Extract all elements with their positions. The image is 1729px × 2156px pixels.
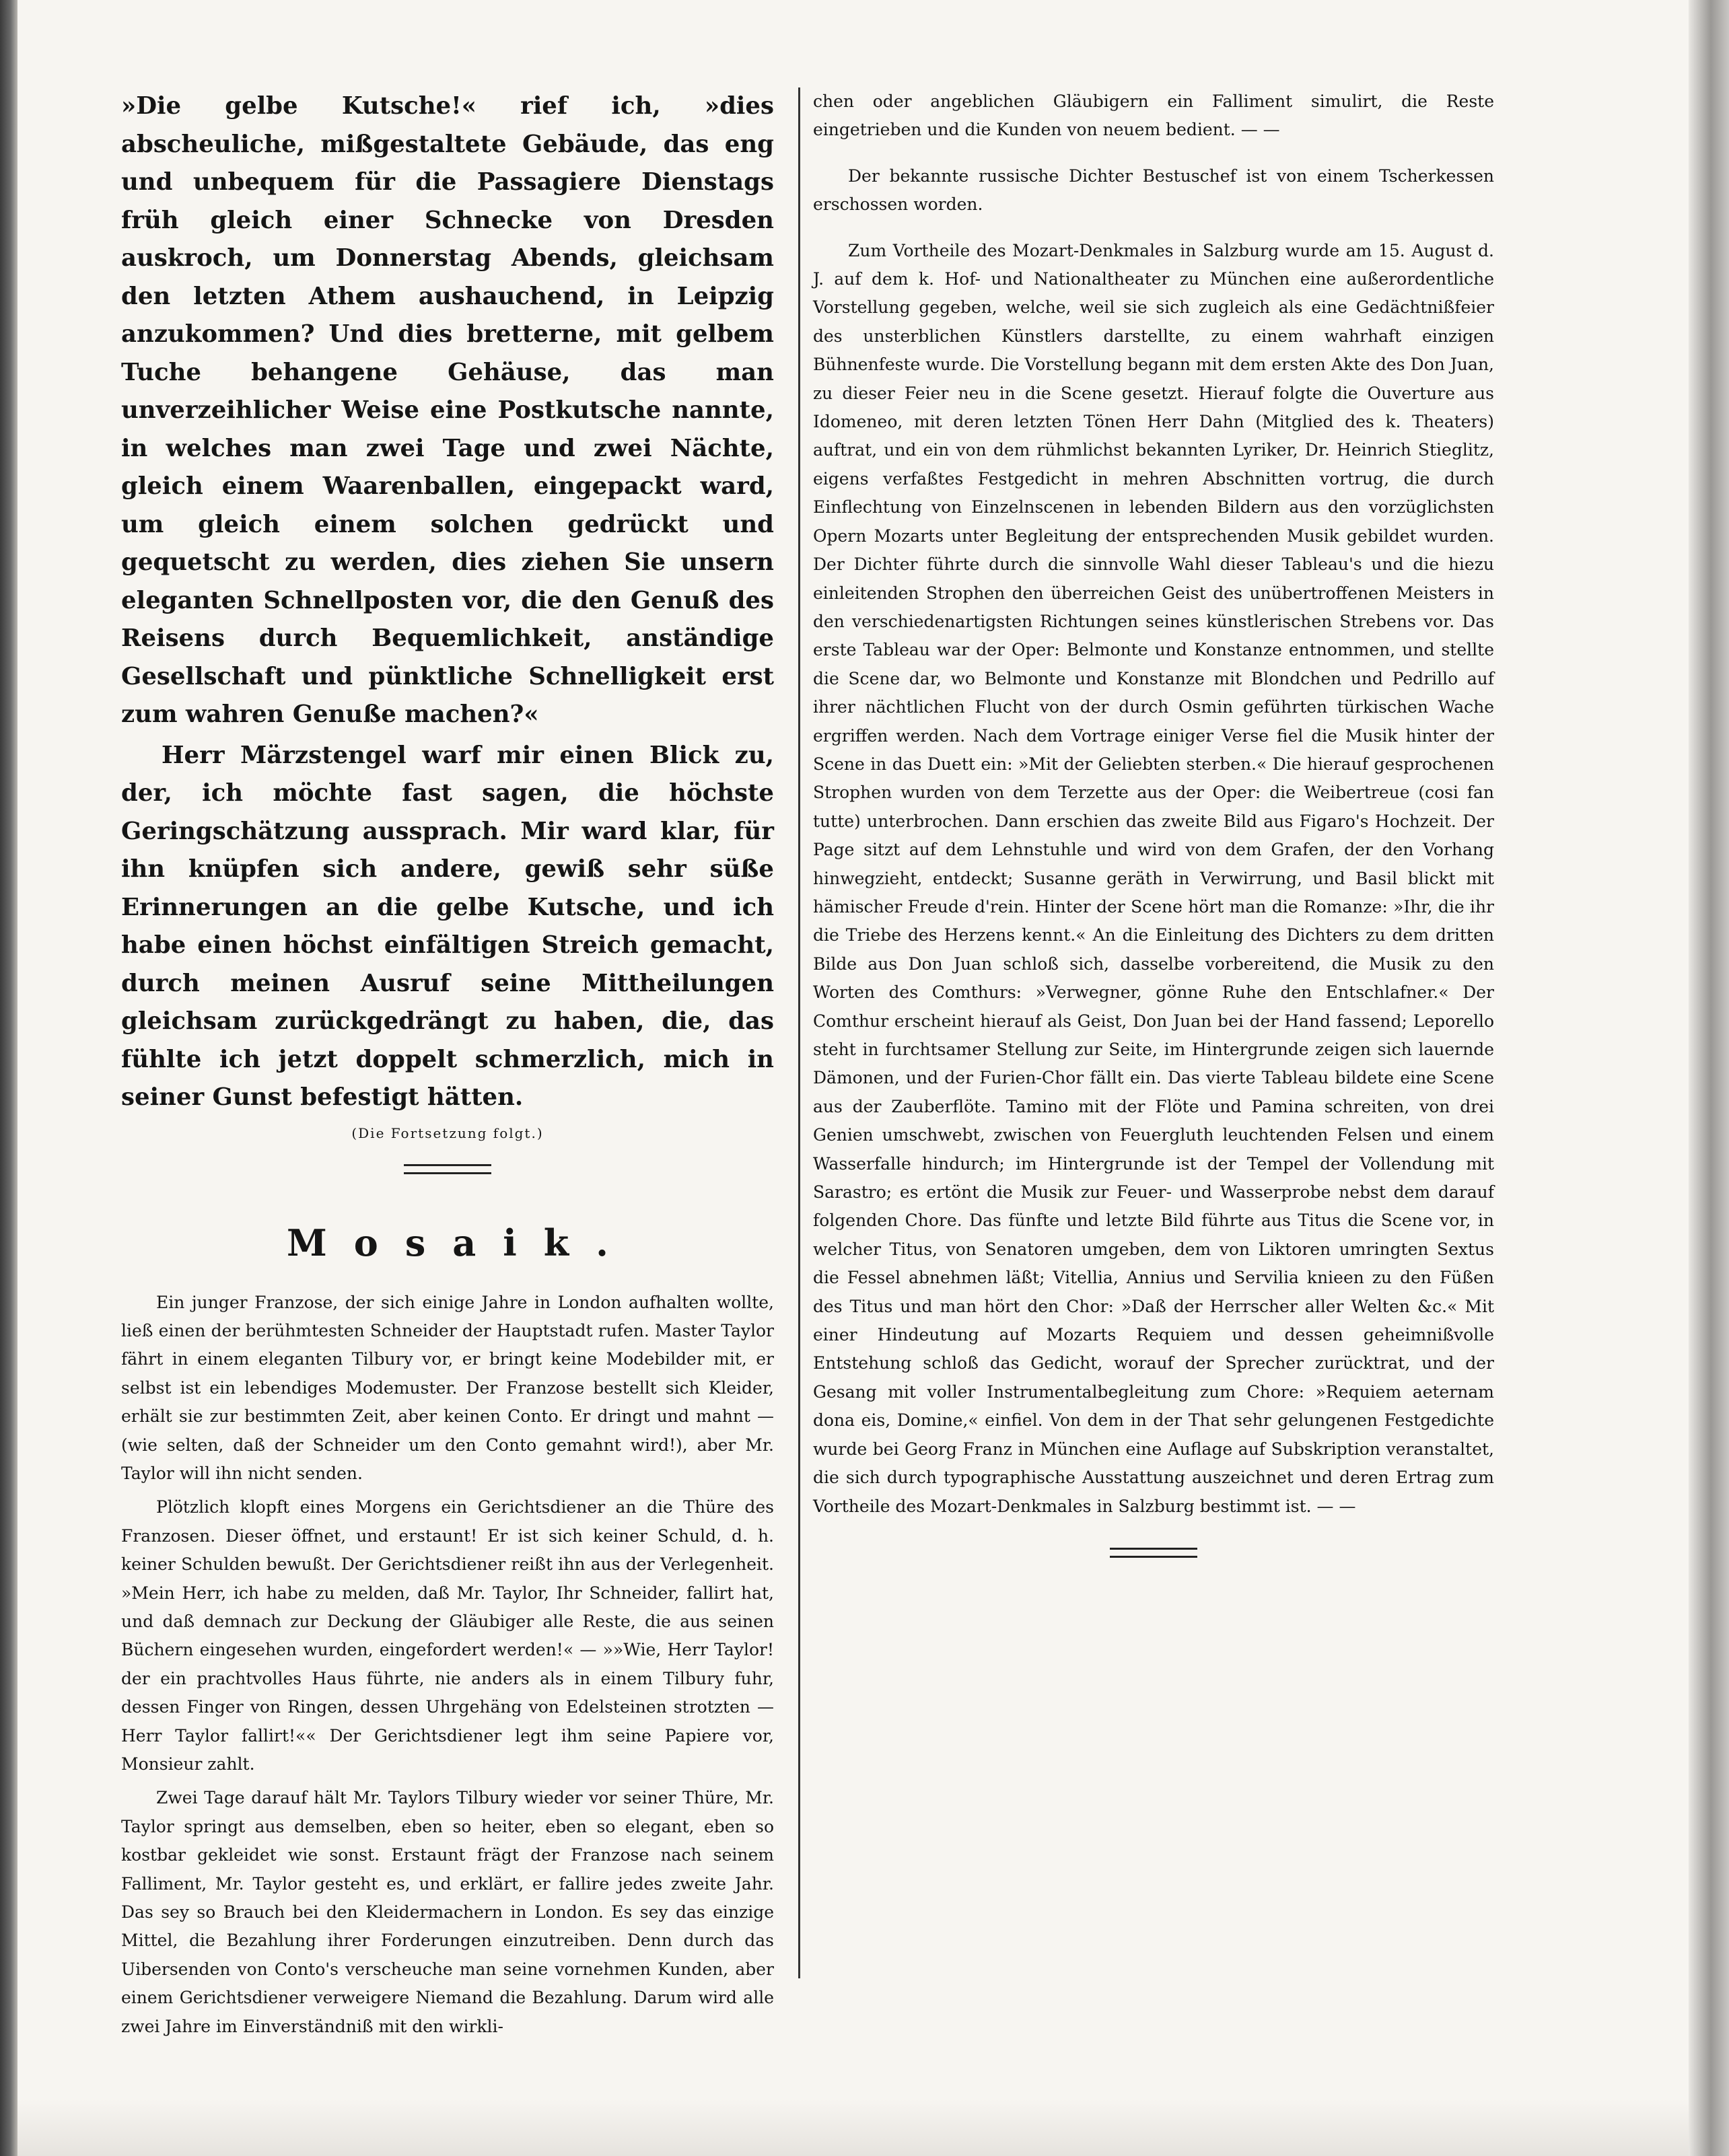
- section-divider: [404, 1164, 491, 1174]
- story-excerpt: [121, 87, 774, 1117]
- end-divider: [1110, 1548, 1197, 1558]
- left-column: [121, 87, 774, 2041]
- mosaik-paragraph: chen oder angeblichen Gläubigern ein Falliment simulirt, die Reste eingetrieben und die Kunden von neuem bedient. — —: [813, 92, 1494, 140]
- section-heading: Mosaik.: [287, 1221, 635, 1264]
- continuation-note: (Die Fortsetzung folgt.): [351, 1124, 544, 1141]
- right-column-text: [813, 87, 1494, 1521]
- news-item: Zum Vortheile des Mozart-Denkmales in Salzburg wurde am 15. August d. J. auf dem k. Hof- und Nationaltheater zu München eine außerordentliche Vorstellung gegeben, welche, weil sie sich zugleich als eine Gedächtnißfeier des unsterblichen Künstlers darstellte, zu einem wahrhaft einzigen Bühnenfeste wurde. Die Vorstellung begann mit dem ersten Akte des Don Juan, zu dieser Feier neu in die Scene gesetzt. Hierauf folgte die Ouverture aus Idomeneo, mit deren letzten Tönen Herr Dahn (Mitglied des k. Theaters) auftrat, und ein von dem rühmlichst bekannten Lyriker, Dr. Heinrich Stieglitz, eigens verfaßtes Festgedicht in mehren Abschnitten vortrug, die durch Einflechtung von Einzelnscenen in lebenden Bildern aus den vorzüglichsten Opern Mozarts unter Begleitung der entsprechenden Musik gebildet wurden. Der Dichter führte durch die sinnvolle Wahl dieser Tableau's und die hiezu einleitenden Strophen den überreichen Geist des unübertroffenen Meisters in den verschiedenartigsten Richtungen seines künstlerischen Strebens vor. Das erste Tableau war der Oper: Belmonte und Konstanze entnommen, und stellte die Scene dar, wo Belmonte und Konstanze mit Blondchen und Pedrillo auf ihrer nächtlichen Flucht von der durch Osmin geführten türkischen Wache ergriffen werden. Nach dem Vortrage einiger Verse fiel die Musik hinter der Scene in das Duett ein: »Mit der Geliebten sterben.« Die hierauf gesprochenen Strophen wurden von dem Terzette aus der Oper: die Weibertreue (cosi fan tutte) unterbrochen. Dann erschien das zweite Bild aus Figaro's Hochzeit. Der Page sitzt auf dem Lehnstuhle und wird von dem Grafen, der den Vorhang hinwegzieht, entdeckt; Susanne geräth in Verwirrung, und Basil blickt mit hämischer Freude d'rein. Hinter der Scene hört man die Romanze: »Ihr, die ihr die Triebe des Herzens kennt.« An die Einleitung des Dichters zu dem dritten Bilde aus Don Juan schloß sich, dasselbe vorbereitend, die Musik zu den Worten des Comthurs: »Verwegner, gönne Ruhe den Entschlafner.« Der Comthur erscheint hierauf als Geist, Don Juan bei der Hand fassend; Leporello steht in furchtsamer Stellung zur Seite, im Hintergrunde zeigen sich lauernde Dämonen, und der Furien-Chor fällt ein. Das vierte Tableau bildete eine Scene aus der Zauberflöte. Tamino mit der Flöte und Pamina schreiten, von drei Genien umschwebt, zwischen von Feuergluth leuchtenden Felsen und einem Wasserfalle hindurch; im Hintergrunde ist der Tempel der Vollendung mit Sarastro; es ertönt die Musik zur Feuer- und Wasserprobe nebst dem darauf folgenden Chore. Das fünfte und letzte Bild führte aus Titus die Scene vor, in welcher Titus, von Senatoren umgeben, dem von Liktoren umringten Sextus die Fessel abnehmen läßt; Vitellia, Annius und Servilia knieen zu den Füßen des Titus und man hört den Chor: »Daß der Herrscher aller Welten &c.« Mit einer Hindeutung auf Mozarts Requiem und dessen geheimnißvolle Entstehung schloß das Gedicht, worauf der Sprecher zurücktrat, und der Gesang mit voller Instrumentalbegleitung zum Chore: »Requiem aeternam dona eis, Domine,« einfiel. Von dem in der That sehr gelungenen Festgedichte wurde bei Georg Franz in München eine Auflage auf Subskription veranstaltet, die sich durch typographische Ausstattung auszeichnet und deren Ertrag zum Vortheile des Mozart-Denkmales in Salzburg bestimmt ist. — —: [813, 240, 1494, 1516]
- scan-left-edge: [0, 0, 17, 2156]
- mosaik-paragraph: Zwei Tage darauf hält Mr. Taylors Tilbury wieder vor seiner Thüre, Mr. Taylor springt aus demselben, eben so heiter, eben so elegant, eben so kostbar gekleidet wie sonst. Erstaunt frägt der Franzose nach seinem Falliment, Mr. Taylor gesteht es, und erklärt, er fallire jedes zweite Jahr. Das sey so Brauch bei den Kleidermachern in London. Es sey das einzige Mittel, die Bezahlung ihrer Forderungen einzutreiben. Denn durch das Uibersenden von Conto's verscheuche man seine vornehmen Kunden, aber einem Gerichtsdiener verweigere Niemand die Bezahlung. Darum wird alle zwei Jahre im Einverständniß mit den wirkli-: [121, 1788, 774, 2036]
- scan-right-edge: [1689, 0, 1729, 2156]
- story-paragraph: Herr Märzstengel warf mir einen Blick zu, der, ich möchte fast sagen, die höchste Geringschätzung aussprach. Mir ward klar, für ihn knüpfen sich andere, gewiß sehr süße Erinnerungen an die gelbe Kutsche, und ich habe einen höchst einfältigen Streich gemacht, durch meinen Ausruf seine Mittheilungen gleichsam zurückgedrängt zu haben, die, das fühlte ich jetzt doppelt schmerzlich, mich in seiner Gunst befestigt hätten.: [121, 741, 774, 1111]
- mosaik-paragraph: Plötzlich klopft eines Morgens ein Gerichtsdiener an die Thüre des Franzosen. Dieser öffnet, und erstaunt! Er ist sich keiner Schuld, d. h. keiner Schulden bewußt. Der Gerichtsdiener reißt ihn aus der Verlegenheit. »Mein Herr, ich habe zu melden, daß Mr. Taylor, Ihr Schneider, fallirt hat, und daß demnach zur Deckung der Gläubiger alle Reste, die aus seinen Büchern eingesehen wurden, eingefordert werden!« — »»Wie, Herr Taylor! der ein prachtvolles Haus führte, nie anders als in einem Tilbury fuhr, dessen Finger von Ringen, dessen Uhrgehäng von Edelsteinen strotzten — Herr Taylor fallirt!«« Der Gerichtsdiener legt ihm seine Papiere vor, Monsieur zahlt.: [121, 1497, 774, 1774]
- news-item: Der bekannte russische Dichter Bestuschef ist von einem Tscherkessen erschossen worden.: [813, 166, 1494, 215]
- story-paragraph: »Die gelbe Kutsche!« rief ich, »dies abscheuliche, mißgestaltete Gebäude, das eng und unbequem für die Passagiere Dienstags früh gleich einer Schnecke von Dresden auskroch, um Donnerstag Abends, gleichsam den letzten Athem aushauchend, in Leipzig anzukommen? Und dies bretterne, mit gelbem Tuche behangene Gehäuse, das man unverzeihlicher Weise eine Postkutsche nannte, in welches man zwei Tage und zwei Nächte, gleich einem Waarenballen, eingepackt ward, um gleich einem solchen gedrückt und gequetscht zu werden, dies ziehen Sie unsern eleganten Schnellposten vor, die den Genuß des Reisens durch Bequemlichkeit, anständige Gesellschaft und pünktliche Schnelligkeit erst zum wahren Genuße machen?«: [121, 92, 774, 728]
- right-column: [813, 87, 1494, 1558]
- page-bottom-shadow: [17, 2099, 1689, 2156]
- mosaik-section: [121, 1289, 774, 2042]
- column-divider: [798, 87, 800, 1978]
- mosaik-paragraph: Ein junger Franzose, der sich einige Jahre in London aufhalten wollte, ließ einen der berühmtesten Schneider der Hauptstadt rufen. Master Taylor fährt in einem eleganten Tilbury vor, er bringt keine Modebilder mit, er selbst ist ein lebendiges Modemuster. Der Franzose bestellt sich Kleider, erhält sie zur bestimmten Zeit, aber keinen Conto. Er dringt und mahnt — (wie selten, daß der Schneider um den Conto gemahnt wird!), aber Mr. Taylor will ihn nicht senden.: [121, 1292, 774, 1483]
